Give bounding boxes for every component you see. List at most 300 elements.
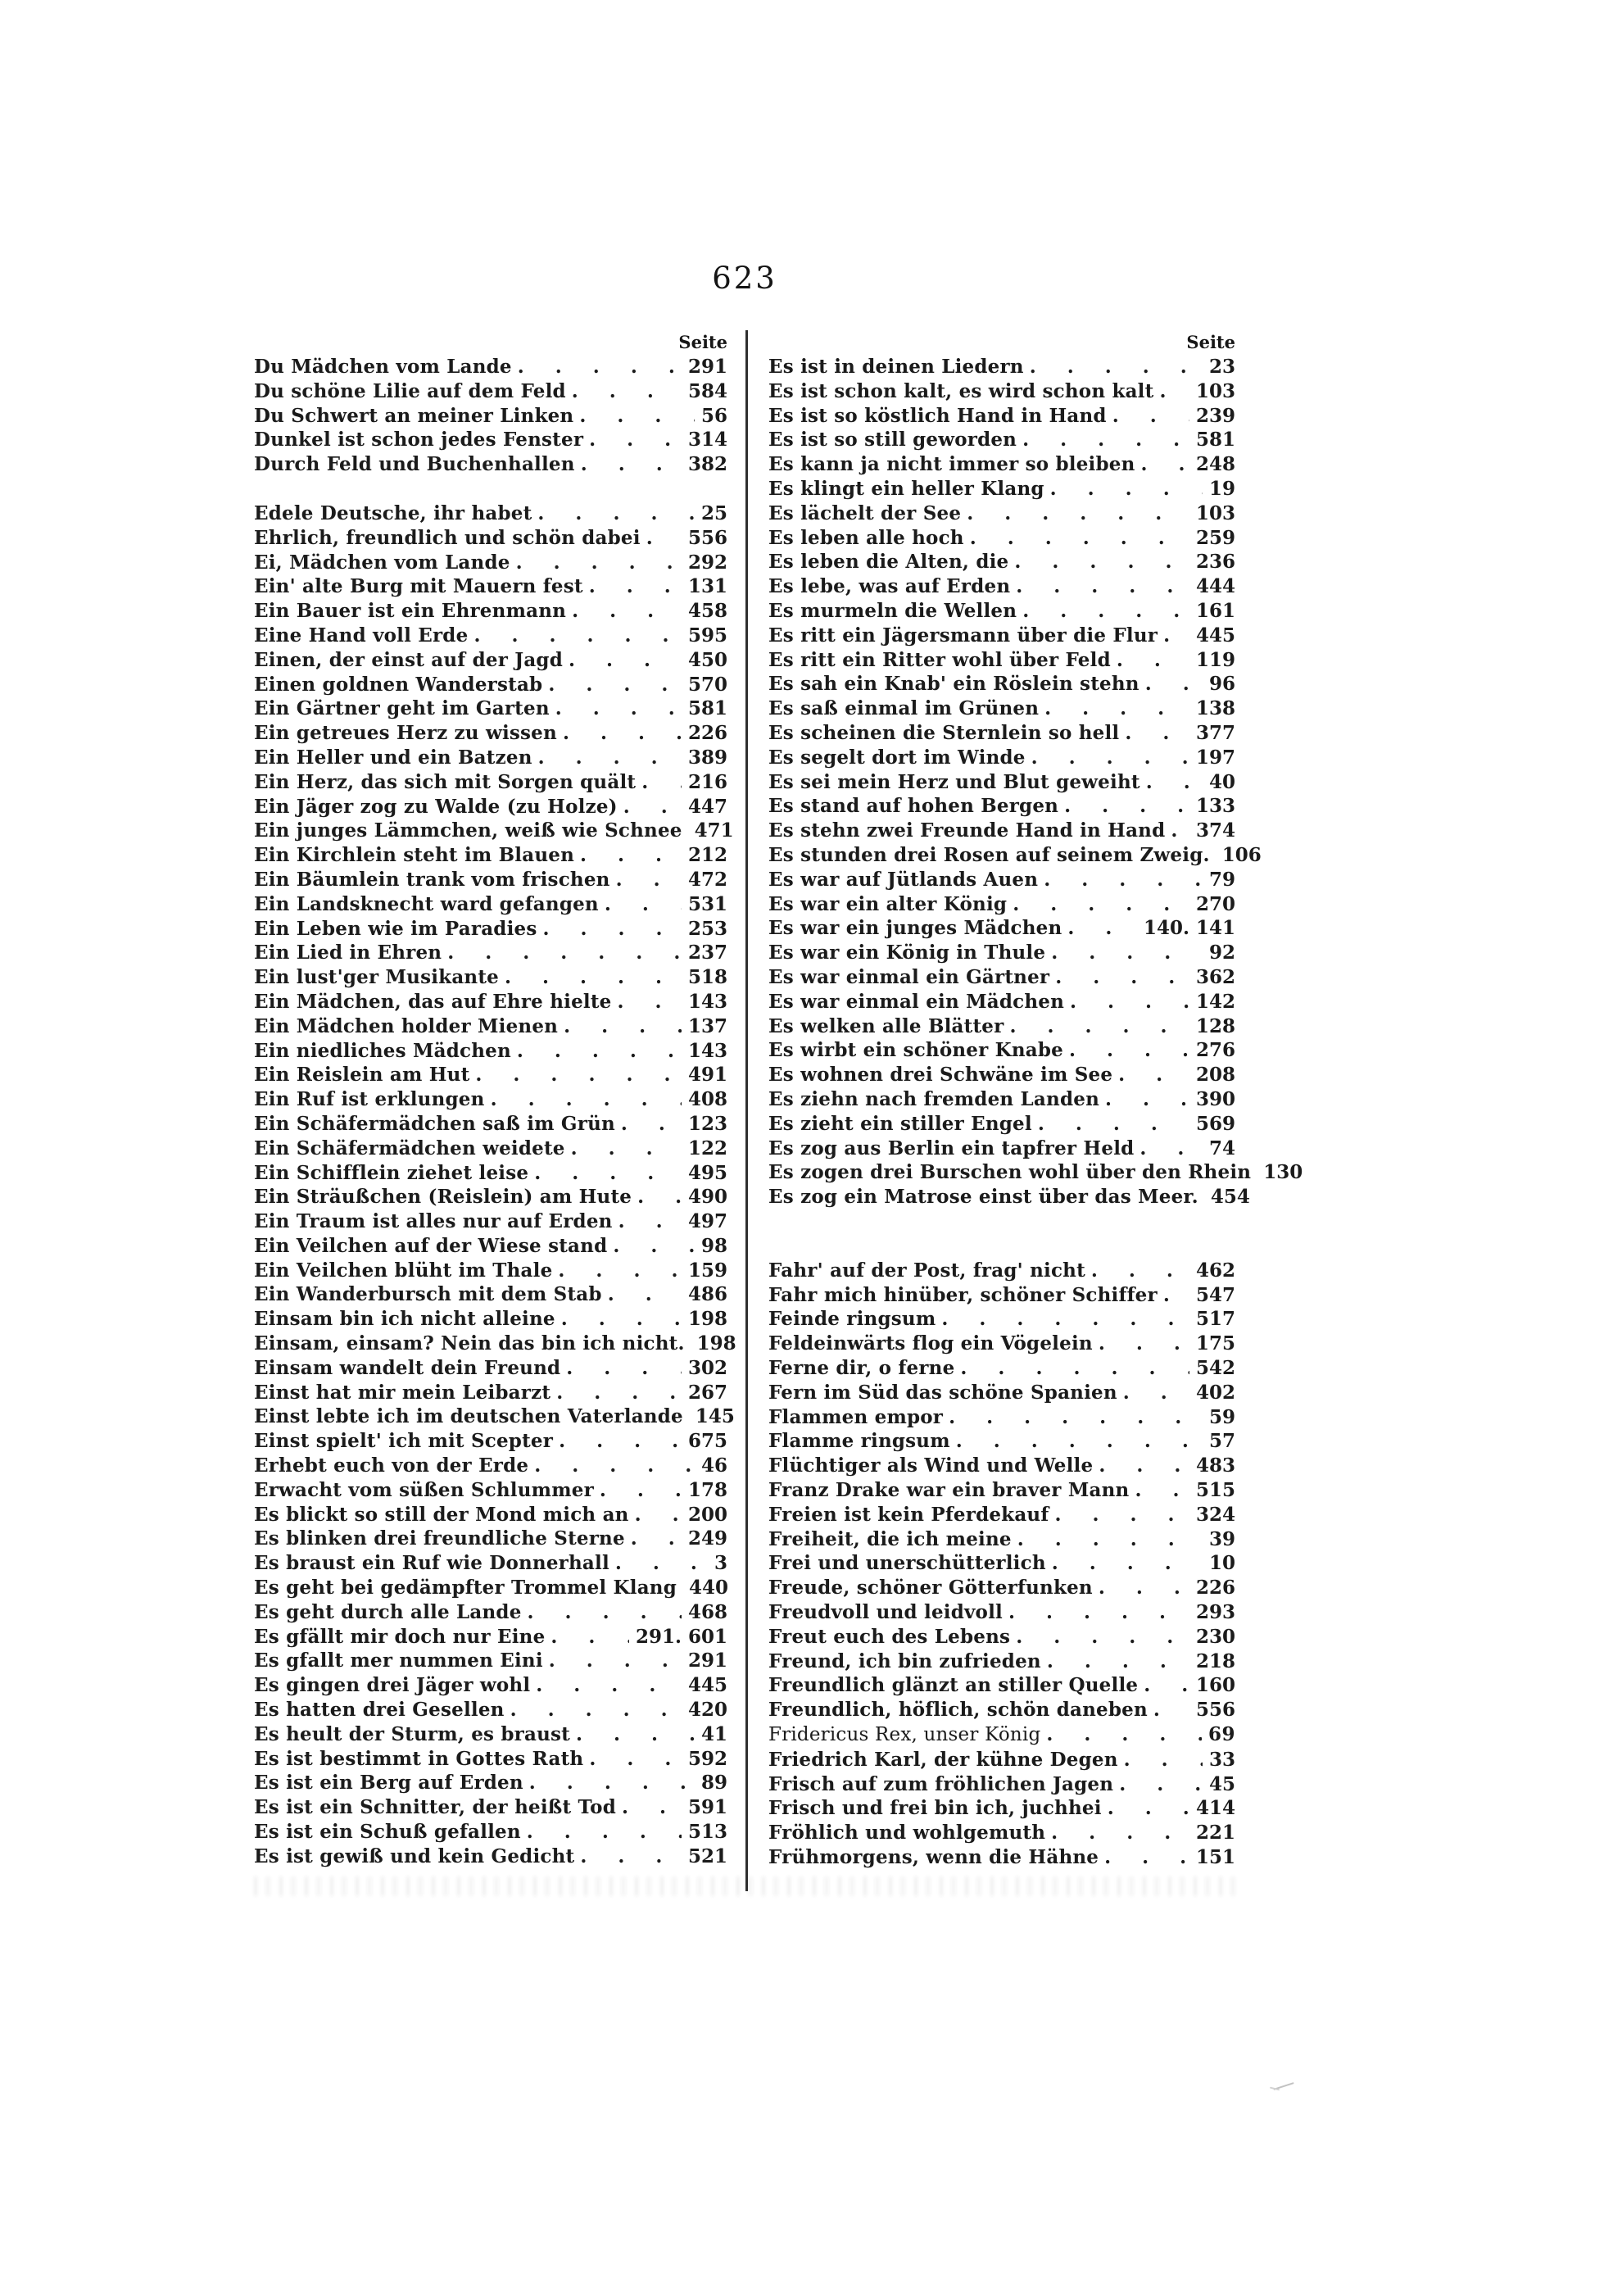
song-title: Es gingen drei Jäger wohl [254, 1674, 531, 1697]
seite-header-right: Seite [1186, 332, 1235, 352]
song-title: Freundlich glänzt an stiller Quelle [768, 1674, 1139, 1697]
index-entry [768, 819, 1235, 843]
index-entry [254, 1307, 727, 1332]
song-title: Freut euch des Lebens [768, 1625, 1011, 1648]
song-title: Dunkel ist schon jedes Fenster [254, 429, 584, 451]
dot-leader [1135, 1478, 1189, 1503]
index-entry [254, 1503, 727, 1527]
index-entry [254, 599, 727, 624]
index-entry [254, 746, 727, 770]
dot-leader [1044, 868, 1203, 892]
song-title: Ein Jäger zog zu Walde (zu Holze) [254, 795, 618, 818]
page-ref: 276 [1195, 1039, 1235, 1062]
page-ref: 556 [1195, 1699, 1235, 1722]
index-entry [254, 1063, 727, 1087]
song-title: Einst hat mir mein Leibarzt [254, 1381, 551, 1404]
page-ref: 570 [687, 673, 727, 696]
index-entry [768, 1503, 1235, 1527]
index-entry [768, 379, 1235, 404]
page-ref: 226 [1195, 1577, 1235, 1599]
song-title: Ein lust'ger Musikante [254, 966, 499, 989]
song-title: Freien ist kein Pferdekauf [768, 1503, 1049, 1526]
index-entry [254, 1185, 727, 1209]
dot-leader [621, 1112, 682, 1137]
index-entry [254, 1576, 727, 1600]
index-entry [254, 452, 727, 477]
index-entry [768, 1748, 1235, 1772]
dot-leader [1105, 1087, 1189, 1112]
page-ref: 33 [1208, 1748, 1235, 1771]
index-entry [768, 868, 1235, 892]
dot-leader [548, 673, 682, 697]
page-ref: 581 [687, 697, 727, 720]
dot-leader [1008, 1600, 1189, 1625]
page-ref: 591 [687, 1796, 727, 1819]
dot-leader [1163, 624, 1189, 648]
song-title: Ein Gärtner geht im Garten [254, 697, 550, 720]
song-title: Erwacht vom süßen Schlummer [254, 1478, 594, 1501]
index-entry [768, 1356, 1235, 1381]
dot-leader [580, 843, 682, 868]
index-entry [254, 379, 727, 404]
dot-leader [1104, 1845, 1189, 1870]
dot-leader [1022, 599, 1189, 624]
song-title: Es zog aus Berlin ein tapfrer Held [768, 1137, 1135, 1159]
dot-leader [1099, 1576, 1189, 1600]
dot-leader [491, 1087, 682, 1112]
dot-leader [1013, 892, 1189, 917]
index-entry [768, 697, 1235, 721]
dot-leader [967, 501, 1189, 526]
index-entry [254, 697, 727, 721]
page-ref: 138 [1195, 697, 1235, 720]
index-entry [768, 1332, 1235, 1356]
index-entry [254, 1673, 727, 1698]
dot-leader [473, 624, 682, 648]
song-title: Ein Veilchen blüht im Thale [254, 1259, 553, 1282]
index-entry [768, 526, 1235, 551]
dot-leader [622, 1795, 682, 1820]
song-title: Es war ein alter König [768, 892, 1008, 915]
page-ref: 267 [687, 1381, 727, 1404]
page-ref: 151 [1195, 1846, 1235, 1869]
dot-leader [538, 746, 682, 770]
page-ref: 518 [687, 966, 727, 989]
index-entry [768, 1137, 1235, 1161]
dot-leader [589, 428, 682, 452]
song-title: Es geht bei gedämpfter Trommel Klang [254, 1577, 677, 1599]
index-entry [254, 624, 727, 648]
page-ref: 377 [1195, 721, 1235, 744]
song-title: Es zog ein Matrose einst über das Meer. [768, 1186, 1198, 1209]
song-title: Frisch auf zum fröhlichen Jagen [768, 1772, 1114, 1795]
page-ref: 197 [1195, 746, 1235, 769]
song-title: Ein Bauer ist ein Ehrenmann [254, 600, 567, 623]
index-entry [768, 452, 1235, 477]
index-entry [768, 1063, 1235, 1087]
page-ref: 45 [1208, 1772, 1235, 1795]
dot-leader [1146, 770, 1203, 795]
dot-leader [635, 1503, 682, 1527]
index-entry [768, 1576, 1235, 1600]
page-ref: 218 [1195, 1649, 1235, 1672]
index-entry [768, 574, 1235, 599]
page-ref: 106 [1221, 843, 1262, 866]
dot-leader [528, 1600, 682, 1625]
page-ref: 239 [1195, 404, 1235, 427]
dot-leader [1119, 1772, 1203, 1797]
page-ref: 292 [687, 551, 727, 574]
dot-leader [555, 697, 682, 721]
song-title: Ei, Mädchen vom Lande [254, 551, 510, 574]
song-title: Ein Heller und ein Batzen [254, 746, 532, 769]
dot-leader [543, 917, 682, 942]
page-ref: 547 [1195, 1283, 1235, 1306]
page-ref: 569 [1195, 1112, 1235, 1135]
song-title: Einen, der einst auf der Jagd [254, 648, 563, 671]
song-title: Frei und unerschütterlich [768, 1552, 1046, 1575]
dot-leader [1141, 452, 1189, 477]
index-entry [254, 355, 727, 379]
song-title: Ein Ruf ist erklungen [254, 1088, 485, 1111]
dot-leader [1009, 1014, 1189, 1039]
song-title: Es hatten drei Gesellen [254, 1699, 505, 1722]
song-title: Es zogen drei Burschen wohl über den Rhein [768, 1161, 1252, 1184]
page-ref: 542 [1195, 1357, 1235, 1380]
index-entry [768, 1821, 1235, 1845]
song-title: Ein Bäumlein trank vom frischen [254, 868, 610, 891]
index-entry [254, 990, 727, 1014]
page-ref: 490 [687, 1186, 727, 1209]
song-title: Frühmorgens, wenn die Hähne [768, 1846, 1099, 1869]
index-entry [254, 1454, 727, 1478]
page-ref: 515 [1195, 1479, 1235, 1502]
dot-leader [646, 526, 682, 551]
dot-leader [615, 1551, 708, 1576]
dot-leader [1014, 550, 1189, 574]
dot-leader [1051, 1821, 1189, 1845]
index-entry [254, 501, 727, 526]
song-title: Flüchtiger als Wind und Welle [768, 1454, 1094, 1477]
dot-leader [623, 795, 682, 819]
song-title: Einst lebte ich im deutschen Vaterlande [254, 1405, 683, 1428]
index-entry [768, 1722, 1235, 1748]
song-title: Es lebe, was auf Erden [768, 575, 1011, 598]
index-entry [254, 428, 727, 452]
index-entry [254, 1039, 727, 1064]
page-ref: 291 [687, 356, 727, 378]
dot-leader [1124, 1748, 1203, 1772]
index-entry [768, 1551, 1235, 1576]
song-title: Ein Schäfermädchen weidete [254, 1137, 565, 1159]
song-title: Ein Sträußchen (Reislein) am Hute [254, 1186, 632, 1209]
dot-leader [572, 379, 682, 404]
index-entry [254, 721, 727, 746]
page-ref: 161 [1195, 599, 1235, 622]
index-entry [254, 1722, 727, 1747]
song-title: Es blinken drei freundliche Sterne [254, 1527, 625, 1550]
song-title: Es gfällt mir doch nur Eine [254, 1625, 546, 1648]
page-ref: 497 [687, 1210, 727, 1233]
dot-leader [1123, 1381, 1189, 1405]
song-title: Es ist so still geworden [768, 429, 1017, 451]
song-title: Freude, schöner Götterfunken [768, 1577, 1093, 1599]
dot-leader [1031, 746, 1189, 770]
index-entry [768, 501, 1235, 526]
index-entry [254, 1771, 727, 1795]
index-entry [768, 599, 1235, 624]
page-ref: 142 [1195, 990, 1235, 1013]
dot-leader [1145, 672, 1203, 697]
dot-leader [1099, 1332, 1189, 1356]
page-ref: 270 [1195, 892, 1235, 915]
page-ref: 445 [687, 1674, 727, 1697]
song-title: Es ritt ein Jägersmann über die Flur [768, 624, 1158, 647]
index-entry [254, 1845, 727, 1869]
song-title: Ein Schifflein ziehet leise [254, 1161, 529, 1184]
dot-leader [1159, 379, 1189, 404]
song-title: Flamme ringsum [768, 1430, 950, 1453]
song-title: Es leben die Alten, die [768, 551, 1009, 574]
song-title: Freudvoll und leidvoll [768, 1601, 1003, 1624]
page-ref: 454 [1210, 1186, 1250, 1209]
index-entry [254, 1014, 727, 1039]
index-entry [254, 1478, 727, 1503]
song-title: Ein Schäfermädchen saß im Grün [254, 1112, 615, 1135]
page-ref: 447 [687, 795, 727, 818]
song-title: Ein Traum ist alles nur auf Erden [254, 1210, 613, 1233]
song-title: Du schöne Lilie auf dem Feld [254, 379, 566, 402]
page-ref: 133 [1195, 795, 1235, 818]
dot-leader [1118, 1063, 1189, 1087]
song-title: Es saß einmal im Grünen [768, 697, 1040, 720]
page-ref: 521 [687, 1845, 727, 1867]
page-ref: 130 [1263, 1161, 1303, 1184]
page-ref: 236 [1195, 551, 1235, 574]
page-ref: 198 [696, 1332, 736, 1355]
index-entry [768, 428, 1235, 452]
dot-leader [1044, 697, 1189, 721]
song-title: Es ist ein Schnitter, der heißt Tod [254, 1796, 616, 1819]
index-entry [254, 1795, 727, 1820]
index-entry [254, 1747, 727, 1772]
dot-leader [1070, 990, 1189, 1014]
index-entry [768, 672, 1235, 697]
song-title: Ein Wanderbursch mit dem Stab [254, 1283, 602, 1306]
index-entry [254, 526, 727, 551]
index-entry [254, 1259, 727, 1283]
song-title: Freiheit, die ich meine [768, 1527, 1012, 1550]
song-title: Ein Veilchen auf der Wiese stand [254, 1234, 608, 1257]
song-title: Es scheinen die Sternlein so hell [768, 721, 1120, 744]
index-entry [768, 648, 1235, 673]
index-entry [254, 770, 727, 795]
index-entry [254, 1600, 727, 1625]
index-entry [254, 1137, 727, 1161]
song-title: Du Mädchen vom Lande [254, 356, 512, 378]
page-ref: 517 [1195, 1308, 1235, 1331]
page-ref: 314 [687, 429, 727, 451]
song-title: Einsam, einsam? Nein das bin ich nicht. [254, 1332, 685, 1355]
index-entry [254, 1404, 735, 1429]
dot-leader [559, 1429, 682, 1454]
index-entry [254, 1649, 727, 1673]
song-title: Frisch und frei bin ich, juchhei [768, 1797, 1102, 1820]
page-ref: 675 [687, 1430, 727, 1453]
page-ref: 143 [687, 1039, 727, 1062]
dot-leader [517, 1039, 682, 1064]
song-title: Edele Deutsche, ihr habet [254, 501, 532, 524]
index-entry [254, 1282, 727, 1307]
song-title: Es geht durch alle Lande [254, 1600, 522, 1623]
index-entry [254, 1332, 736, 1356]
index-entry [768, 1087, 1235, 1112]
dot-leader [447, 941, 682, 965]
index-entry [768, 1454, 1235, 1478]
song-title: Ein niedliches Mädchen [254, 1039, 511, 1062]
index-entry [254, 892, 727, 917]
song-title: Franz Drake war ein braver Mann [768, 1479, 1130, 1502]
song-title: Ein Lied in Ehren [254, 942, 442, 964]
song-title: Ein getreues Herz zu wissen [254, 722, 557, 745]
page-ref: 468 [687, 1600, 727, 1623]
song-title: Es heult der Sturm, es braust [254, 1722, 570, 1745]
index-entry [768, 770, 1235, 795]
page-ref: 291. 601 [635, 1625, 727, 1648]
page-ref: 39 [1208, 1527, 1235, 1550]
song-title: Es ist bestimmt in Gottes Rath [254, 1747, 584, 1770]
index-entry [768, 1796, 1235, 1821]
dot-leader [618, 1209, 682, 1234]
page-ref: 40 [1208, 770, 1235, 793]
dot-leader [1171, 819, 1189, 843]
song-title: Es kann ja nicht immer so bleiben [768, 453, 1135, 476]
page-ref: 382 [687, 453, 727, 476]
page-ref: 584 [687, 379, 727, 402]
page-ref: 89 [700, 1772, 727, 1795]
page-ref: 198 [687, 1308, 727, 1331]
index-entry [768, 1283, 1235, 1308]
page-ref: 119 [1195, 648, 1235, 671]
index-group [254, 355, 727, 477]
page-ref: 513 [687, 1821, 727, 1844]
page-ref: 25 [700, 501, 727, 524]
dot-leader [1067, 916, 1137, 941]
index-entry [768, 1429, 1235, 1454]
page-ref: 495 [687, 1161, 727, 1184]
dot-leader [637, 1185, 682, 1209]
page-ref: 595 [687, 624, 727, 647]
index-entry [254, 551, 727, 575]
index-entry [768, 1600, 1235, 1625]
dot-leader [613, 1234, 695, 1259]
page-ref: 212 [687, 844, 727, 867]
page-ref: 420 [687, 1699, 727, 1722]
pen-mark-artifact [1270, 2080, 1298, 2091]
page-ref: 462 [1195, 1259, 1235, 1282]
dot-leader [580, 1845, 682, 1869]
page-ref: 471 [694, 819, 734, 842]
index-entry [768, 404, 1235, 429]
dot-leader [564, 1014, 682, 1039]
song-title: Es braust ein Ruf wie Donnerhall [254, 1552, 609, 1575]
index-group [768, 1259, 1235, 1870]
song-title: Feldeinwärts flog ein Vögelein [768, 1332, 1093, 1355]
page-ref: 103 [1195, 501, 1235, 524]
page-ref: 122 [687, 1137, 727, 1159]
index-entry [254, 1112, 727, 1137]
song-title: Fridericus Rex, unser König [768, 1724, 1041, 1746]
song-title: Es ist schon kalt, es wird schon kalt [768, 379, 1154, 402]
song-title: Ein Leben wie im Paradies [254, 917, 537, 940]
dot-leader [549, 1649, 682, 1673]
index-group [254, 501, 736, 1869]
dot-leader [536, 1673, 682, 1698]
song-title: Eine Hand voll Erde [254, 624, 469, 647]
page-ref: 79 [1208, 868, 1235, 891]
index-entry [768, 1185, 1250, 1209]
page-ref: 408 [687, 1088, 727, 1111]
page-ref: 57 [1208, 1430, 1235, 1453]
page-ref: 128 [1195, 1014, 1235, 1037]
page-ref: 389 [687, 746, 727, 769]
dot-leader [563, 721, 682, 746]
page-ref: 200 [687, 1503, 727, 1526]
dot-leader [1112, 404, 1189, 429]
song-title: Es wirbt ein schöner Knabe [768, 1039, 1063, 1062]
index-entry [254, 1625, 727, 1649]
index-entry [254, 917, 727, 942]
page-ref: 96 [1208, 673, 1235, 696]
page-ref: 374 [1195, 819, 1235, 842]
page-ref: 226 [687, 722, 727, 745]
dot-leader [970, 526, 1189, 551]
song-title: Es ist in deinen Liedern [768, 356, 1024, 378]
index-entry [768, 1845, 1235, 1870]
page-ref: 143 [687, 990, 727, 1013]
dot-leader [579, 404, 695, 429]
dot-leader [516, 551, 682, 575]
dot-leader [618, 990, 682, 1014]
dot-leader [589, 1747, 682, 1772]
song-title: Es stand auf hohen Bergen [768, 795, 1059, 818]
dot-leader [1125, 721, 1189, 746]
dot-leader [1046, 1722, 1202, 1748]
song-title: Erhebt euch von der Erde [254, 1454, 529, 1477]
dot-leader [1054, 1503, 1189, 1527]
index-entry [254, 1381, 727, 1405]
index-entry [254, 1429, 727, 1454]
index-entry [768, 916, 1235, 941]
song-title: Es welken alle Blätter [768, 1014, 1004, 1037]
index-entry [254, 1820, 727, 1845]
song-title: Fahr mich hinüber, schöner Schiffer [768, 1283, 1158, 1306]
dot-leader [616, 868, 682, 892]
dot-leader [534, 1161, 682, 1186]
page-number: 623 [712, 261, 777, 296]
page-ref: 458 [687, 600, 727, 623]
index-entry [768, 1649, 1235, 1674]
page-ref: 131 [687, 575, 727, 598]
dot-leader [1047, 1649, 1189, 1674]
page-ref: 483 [1195, 1454, 1235, 1477]
page-ref: 248 [1195, 453, 1235, 476]
dot-leader [475, 1063, 682, 1087]
dot-leader [1052, 1551, 1203, 1576]
dot-leader [1050, 477, 1203, 501]
page-ref: 450 [687, 648, 727, 671]
index-entry [254, 404, 727, 429]
